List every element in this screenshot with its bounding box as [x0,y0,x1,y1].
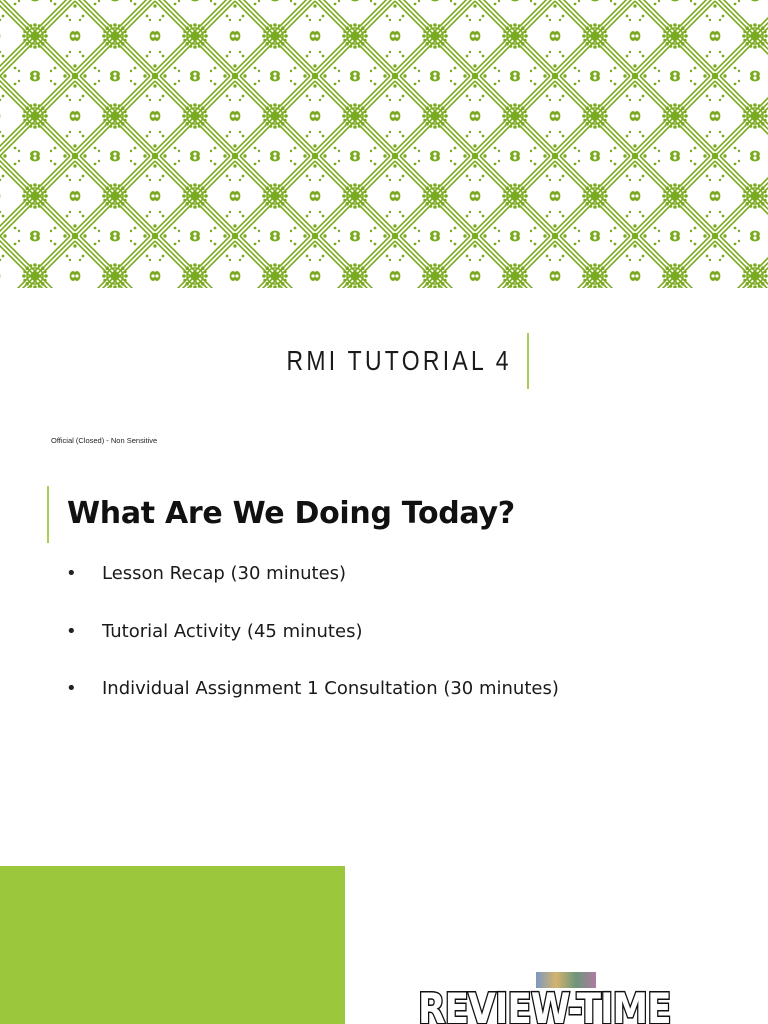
list-item [66,562,559,620]
title-accent-bar [527,333,529,389]
list-item-text: Tutorial Activity (45 minutes) [102,620,363,642]
list-item-text: Lesson Recap (30 minutes) [102,563,347,584]
list-item-text: Individual Assignment 1 Consultation (30 minutes) [102,678,559,699]
review-time-image [418,970,698,1024]
heading-accent-bar [47,486,49,543]
decorative-green-block [0,866,345,1024]
slide-heading: What Are We Doing Today? [67,496,515,531]
agenda-list [66,562,559,735]
bullet-icon: • [66,678,77,699]
review-time-text: REVIEW-TIME [418,984,671,1024]
list-item [66,677,559,735]
list-item [66,620,559,678]
decorative-pattern [0,0,768,288]
title-container [237,333,528,389]
bullet-icon: • [66,620,77,642]
slide-title: RMI TUTORIAL 4 [286,345,512,376]
classification-label: Official (Closed) - Non Sensitive [51,436,158,445]
bullet-icon: • [66,563,77,584]
